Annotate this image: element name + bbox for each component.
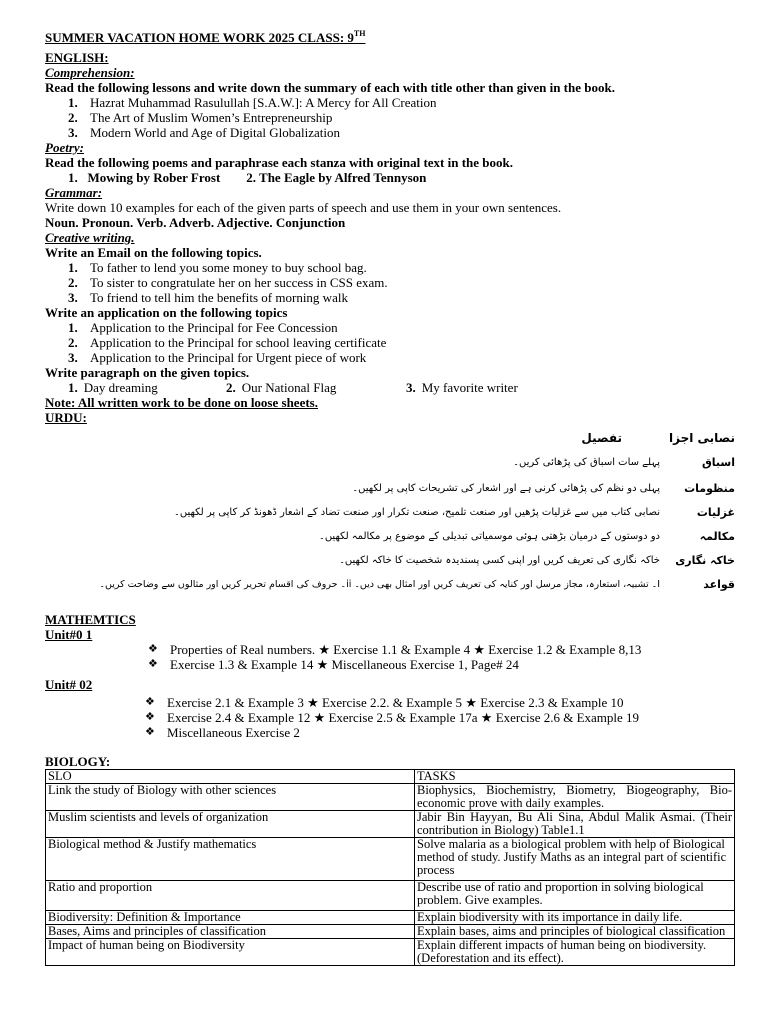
table-row <box>46 838 735 881</box>
table-cell: Biophysics, Biochemistry, Biometry, Biogeography, Bio-economic prove with daily examples. <box>415 784 735 811</box>
table-cell: Link the study of Biology with other sciences <box>46 784 415 811</box>
creative-writing-heading: Creative writing. <box>45 230 135 245</box>
list-item: ❖ Properties of Real numbers. ★ Exercise 1.1 & Example 4 ★ Exercise 1.2 & Example 8,13 <box>148 642 642 657</box>
english-heading: ENGLISH: <box>45 50 109 65</box>
table-cell: Biological method & Justify mathematics <box>46 838 415 881</box>
urdu-row <box>45 503 735 521</box>
urdu-row-text: نصابی کتاب میں سے غزلیات پڑھیں اور صنعت تلمیح، صنعت تکرار اور صنعت تضاد کے اشعار ڈھونڈ کر کاپی پر لکھیں۔ <box>173 506 660 518</box>
list-item: 2. The Art of Muslim Women’s Entrepreneurship <box>68 110 333 125</box>
comprehension-heading: Comprehension: <box>45 65 135 80</box>
urdu-col-label: نصابی اجزا <box>669 430 735 445</box>
table-row <box>46 881 735 911</box>
urdu-row-text: خاکہ نگاری کی تعریف کریں اور اپنی کسی پسندیدہ شخصیت کا خاکہ لکھیں۔ <box>339 554 660 566</box>
page-title <box>45 30 735 46</box>
list-item: 3. To friend to tell him the benefits of morning walk <box>68 290 348 305</box>
application-list <box>45 320 735 365</box>
comprehension-instruction: Read the following lessons and write down the summary of each with title other than given in the book. <box>45 80 615 95</box>
table-cell: Muslim scientists and levels of organization <box>46 811 415 838</box>
list-item: 1. Day dreaming <box>68 380 158 395</box>
math-heading: MATHEMTICS <box>45 612 136 627</box>
table-header-tasks: TASKS <box>415 770 735 784</box>
list-item: 1. Application to the Principal for Fee Concession <box>68 320 338 335</box>
list-item: 1. Hazrat Muhammad Rasulullah [S.A.W.]: A Mercy for All Creation <box>68 95 437 110</box>
urdu-row-label: غزلیات <box>696 505 735 519</box>
list-item: ❖ Exercise 2.1 & Example 3 ★ Exercise 2.2. & Example 5 ★ Exercise 2.3 & Example 10 <box>145 695 624 710</box>
table-row <box>46 911 735 925</box>
bullet-icon: ❖ <box>145 696 155 708</box>
urdu-heading: URDU: <box>45 410 87 425</box>
table-cell: Biodiversity: Definition & Importance <box>46 911 415 925</box>
list-item: ❖ Exercise 2.4 & Example 12 ★ Exercise 2.5 & Example 17a ★ Exercise 2.6 & Example 19 <box>145 710 640 725</box>
urdu-row-text: پہلی دو نظم کی پڑھائی کرنی ہے اور اشعار کی تشریحات کاپی پر لکھیں۔ <box>352 482 660 494</box>
table-cell: Jabir Bin Hayyan, Bu Ali Sina, Abdul Malik Asmai. (Their contribution in Biology) Table1.1 <box>415 811 735 838</box>
table-row <box>46 811 735 838</box>
urdu-row-label: مکالمہ <box>699 529 735 543</box>
table-row <box>46 939 735 966</box>
urdu-row-label: اسباق <box>701 455 735 469</box>
unit2-heading: Unit# 02 <box>45 677 93 692</box>
urdu-section <box>45 425 735 597</box>
list-item: 2. Application to the Principal for school leaving certificate <box>68 335 387 350</box>
table-row <box>46 784 735 811</box>
table-row <box>46 925 735 939</box>
urdu-row-label: قواعد <box>703 577 735 591</box>
biology-table <box>45 769 735 966</box>
urdu-row-label: خاکہ نگاری <box>675 553 735 567</box>
list-item: 3. My favorite writer <box>406 380 518 395</box>
poetry-poems: 1. Mowing by Rober Frost 2. The Eagle by Alfred Tennyson <box>68 170 427 185</box>
table-cell: Ratio and proportion <box>46 881 415 911</box>
comprehension-list <box>45 95 735 140</box>
list-item: 3. Application to the Principal for Urgent piece of work <box>68 350 367 365</box>
list-item: ❖ Exercise 1.3 & Example 14 ★ Miscellaneous Exercise 1, Page# 24 <box>148 657 519 672</box>
biology-heading: BIOLOGY: <box>45 754 111 769</box>
title-superscript: TH <box>353 29 366 38</box>
unit1-heading: Unit#0 1 <box>45 627 93 642</box>
paragraph-heading: Write paragraph on the given topics. <box>45 365 250 380</box>
urdu-header-row <box>45 427 735 449</box>
table-cell: Solve malaria as a biological problem with help of Biological method of study. Justify Maths as an integral part of scientific process <box>415 838 735 881</box>
urdu-row <box>45 479 735 497</box>
unit2-list <box>45 695 735 740</box>
table-cell: Explain biodiversity with its importance in daily life. <box>415 911 735 925</box>
homework-page <box>45 30 735 966</box>
table-header-slo: SLO <box>46 770 415 784</box>
grammar-instruction: Write down 10 examples for each of the given parts of speech and use them in your own sentences. <box>45 200 562 215</box>
list-item: 2. Our National Flag <box>226 380 337 395</box>
list-item: 1. To father to lend you some money to buy school bag. <box>68 260 367 275</box>
urdu-row-text: پہلے سات اسباق کی پڑھائی کریں۔ <box>513 456 660 468</box>
list-item: 2. To sister to congratulate her on her success in CSS exam. <box>68 275 388 290</box>
list-item: 3. Modern World and Age of Digital Globalization <box>68 125 340 140</box>
table-header-row <box>46 770 735 784</box>
urdu-col-detail: تفصیل <box>581 430 622 445</box>
urdu-row-text: I۔ تشبیہ، استعارہ، مجاز مرسل اور کنایہ کی تعریف کریں اور امثال بھی دیں۔ ii۔ حروف کی اقسام تحریر کریں اور مثالوں سے وضاحت کریں۔ <box>99 578 660 590</box>
table-cell: Explain bases, aims and principles of biological classification <box>415 925 735 939</box>
grammar-heading: Grammar: <box>45 185 103 200</box>
paragraph-list <box>45 380 735 395</box>
urdu-row-text: دو دوستوں کے درمیان بڑھتی ہوئی موسمیاتی تبدیلی کے موضوع پر مکالمہ لکھیں۔ <box>318 530 660 542</box>
poetry-instruction: Read the following poems and paraphrase each stanza with original text in the book. <box>45 155 514 170</box>
urdu-row <box>45 575 735 593</box>
bullet-icon: ❖ <box>145 711 155 723</box>
title-text: SUMMER VACATION HOME WORK 2025 CLASS: 9 <box>45 30 354 45</box>
urdu-row <box>45 453 735 471</box>
bullet-icon: ❖ <box>148 643 158 655</box>
bullet-icon: ❖ <box>145 726 155 738</box>
unit1-list <box>45 642 735 672</box>
poetry-heading: Poetry: <box>45 140 84 155</box>
application-heading: Write an application on the following topics <box>45 305 288 320</box>
table-cell: Impact of human being on Biodiversity <box>46 939 415 966</box>
email-list <box>45 260 735 305</box>
table-cell: Explain different impacts of human being on biodiversity. (Deforestation and its effect). <box>415 939 735 966</box>
bullet-icon: ❖ <box>148 658 158 670</box>
note: Note: All written work to be done on loose sheets. <box>45 395 318 410</box>
email-heading: Write an Email on the following topics. <box>45 245 262 260</box>
grammar-parts: Noun. Pronoun. Verb. Adverb. Adjective. Conjunction <box>45 215 346 230</box>
list-item: ❖ Miscellaneous Exercise 2 <box>145 725 300 740</box>
urdu-row <box>45 527 735 545</box>
urdu-row <box>45 551 735 569</box>
urdu-row-label: منظومات <box>684 481 735 495</box>
table-cell: Bases, Aims and principles of classification <box>46 925 415 939</box>
table-cell: Describe use of ratio and proportion in solving biological problem. Give examples. <box>415 881 735 911</box>
